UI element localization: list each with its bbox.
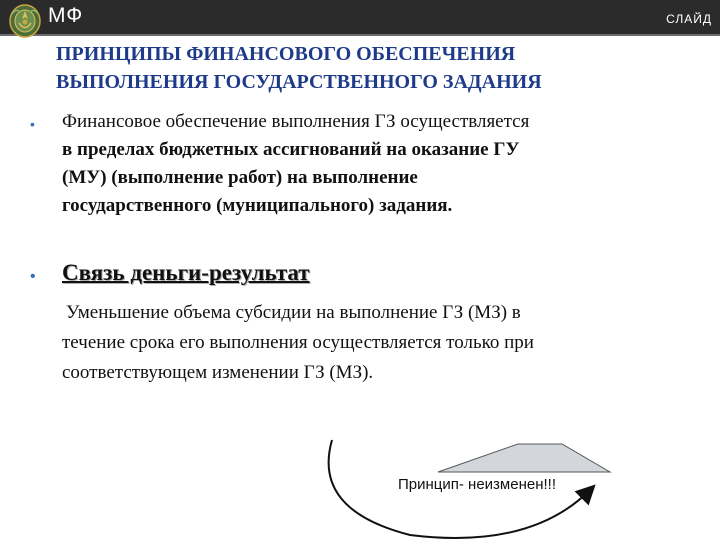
header-divider: [0, 34, 720, 36]
slide-header: [0, 0, 720, 34]
page-title: [56, 40, 676, 96]
slide-label: СЛАЙД: [666, 12, 712, 26]
subsidy-line-2: течение срока его выполнения осуществляется только при: [62, 332, 534, 353]
principle-label: Принцип- неизменен!!!: [398, 476, 556, 493]
title-line-1: ПРИНЦИПЫ ФИНАНСОВОГО ОБЕСПЕЧЕНИЯ: [56, 43, 516, 65]
financing-line-2: в пределах бюджетных ассигнований на оказание ГУ: [62, 139, 520, 160]
financing-line-1: Финансовое обеспечение выполнения ГЗ осуществляется: [62, 111, 530, 132]
financing-line-3: (МУ) (выполнение работ) на выполнение: [62, 167, 418, 188]
section-heading: Связь деньги-результат: [62, 260, 310, 285]
logo-text: МФ: [48, 4, 84, 27]
subsidy-line-3: соответствующем изменении ГЗ (МЗ).: [62, 362, 374, 383]
title-line-2: ВЫПОЛНЕНИЯ ГОСУДАРСТВЕННОГО ЗАДАНИЯ: [56, 71, 542, 93]
triangle-shape: [438, 444, 610, 472]
subsidy-line-1: Уменьшение объема субсидии на выполнение ГЗ (МЗ) в: [66, 302, 521, 323]
financing-paragraph: [62, 108, 702, 220]
bullet-1: •: [30, 116, 35, 132]
subsidy-paragraph: [62, 298, 702, 388]
bullet-2: •: [30, 268, 36, 285]
financing-line-4: государственного (муниципального) задания.: [62, 195, 453, 216]
ministry-emblem-icon: [8, 2, 42, 38]
